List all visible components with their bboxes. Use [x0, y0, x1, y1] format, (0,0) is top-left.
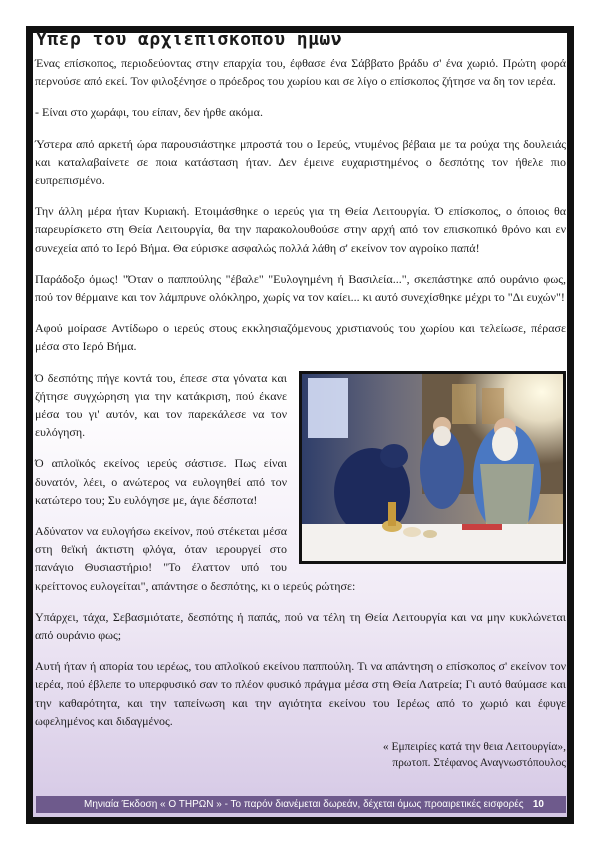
liturgy-photo [299, 371, 566, 564]
article-signature [35, 739, 566, 771]
paragraph-7: Ό δεσπότης πήγε κοντά του, έπεσε στα γόνατα και ζήτησε συγχώρηση για την κατάκριση, πού έκανε μέσα του γι' αυτόν, και τον παρεκάλεσε να τον ευλόγηση. [35, 370, 287, 440]
article-title: Υπερ του αρχιεπισκοπου ημων [36, 29, 343, 50]
signature-author: πρωτοπ. Στέφανος Αναγνωστόπουλος [392, 757, 566, 770]
paragraph-6: Αφού μοίρασε Αντίδωρο ο ιερεύς στους εκκλησιαζόμενους χριστιανούς του χωρίου και τελείωσε, πέρασε μέσα στο Ιερό Βήμα. [35, 321, 566, 354]
liturgy-photo-image [302, 374, 563, 561]
paragraph-4: Την άλλη μέρα ήταν Κυριακή. Ετοιμάσθηκε ο ιερεύς για τη Θεία Λειτουργία. Ό επίσκοπος, ο όποιος θα παρευρίσκετο στη Θεία Λειτουργία, θα την παρακολουθούσε στην αρχή από τον επισκοπικό θρόνο και εν συνεχεία από το Ιερό Βήμα. Θα εύρισκε ασφαλώς πολλά λάθη σ' εκείνον τον αγροίκο παπά! [35, 204, 566, 255]
page-footer [36, 796, 566, 813]
article-body [35, 54, 566, 771]
footer-text: Μηνιαία Έκδοση « Ο ΤΗΡΩΝ » - Το παρόν διανέμεται δωρεάν, δέχεται όμως προαιρετικές εισφορές [84, 799, 524, 810]
paragraph-1: Ένας επίσκοπος, περιοδεύοντας στην επαρχία του, έφθασε ένα Σάββατο βράδυ σ' ένα χωριό. Πρώτη φορά περνούσε από εκεί. Τον φιλοξένησε ο πρόεδρος του χωρίου και σε λίγο ο επίσκοπος ζήτησε να δη τον ιερέα. [35, 56, 566, 89]
paragraph-8: Ό απλοϊκός εκείνος ιερεύς σάστισε. Πως είναι δυνατόν, λέει, ο ανώτερος να ευλογηθεί από τον κατώτερο του; Συ ευλόγησε με, άγιε δέσποτα! [35, 456, 287, 507]
paragraph-3: Ύστερα από αρκετή ώρα παρουσιάστηκε μπροστά του ο Ιερεύς, ντυμένος βέβαια με τα ρούχα της δουλειάς και καταλαβαίνετε σε ποια κατάσταση ήταν. Δεν έμεινε ευχαριστημένος ο δεσπότης τον ήθελε πιο ευπρεπισμένο. [35, 136, 566, 188]
paragraph-10: Υπάρχει, τάχα, Σεβασμιότατε, δεσπότης ή παπάς, πού να τέλη τη Θεία Λειτουργία και να μην κυκλώνεται από ουράνιο φως; [35, 609, 566, 643]
paragraph-5: Παράδοξο όμως! "Όταν ο παππούλης "έβαλε" "Ευλογημένη ή Βασιλεία...", σκεπάστηκε από ουράνιο φως, πού τον θέρμαινε και τον λάμπρυνε ολόκληρο, χωρίς να τον καίει... κι αυτό συνεχίσθηκε μέχρι το "Δι ευχών"! [35, 271, 566, 305]
page-number: 10 [532, 799, 544, 810]
paragraph-11: Αυτή ήταν ή απορία του ιερέως, του απλοϊκού εκείνου παππούλη. Τι να απάντηση ο επίσκοπος σ' εκείνον τον ιερέα, πού έβλεπε το υπερφυσικό σαν το πλέον φυσικό πράγμα μέσα στη Θεία Λατρεία; Γι αυτό θαύμασε και την καθαρότητα, και την ταπείνωση και την αγιότητα εκείνου του Ιερέως από το χωριό και έφυγε ωφελημένος και διδαγμένος. [35, 659, 566, 728]
paragraph-9: Αδύνατον να ευλογήσω εκείνον, πού στέκεται μέσα στη θεϊκή άκτιστη φλόγα, όταν ιερουργεί στο πανάγιο Θυσιαστήριο! "Το έλαττον υπό του κρείττονος ευλογείται", απάντησε ο δεσπότης, κι ο ιερεύς ρώτησε: [35, 524, 356, 593]
signature-source: « Εμπειρίες κατά την θεια Λειτουργία», [382, 741, 566, 754]
paragraph-2: - Είναι στο χωράφι, του είπαν, δεν ήρθε ακόμα. [35, 105, 263, 120]
